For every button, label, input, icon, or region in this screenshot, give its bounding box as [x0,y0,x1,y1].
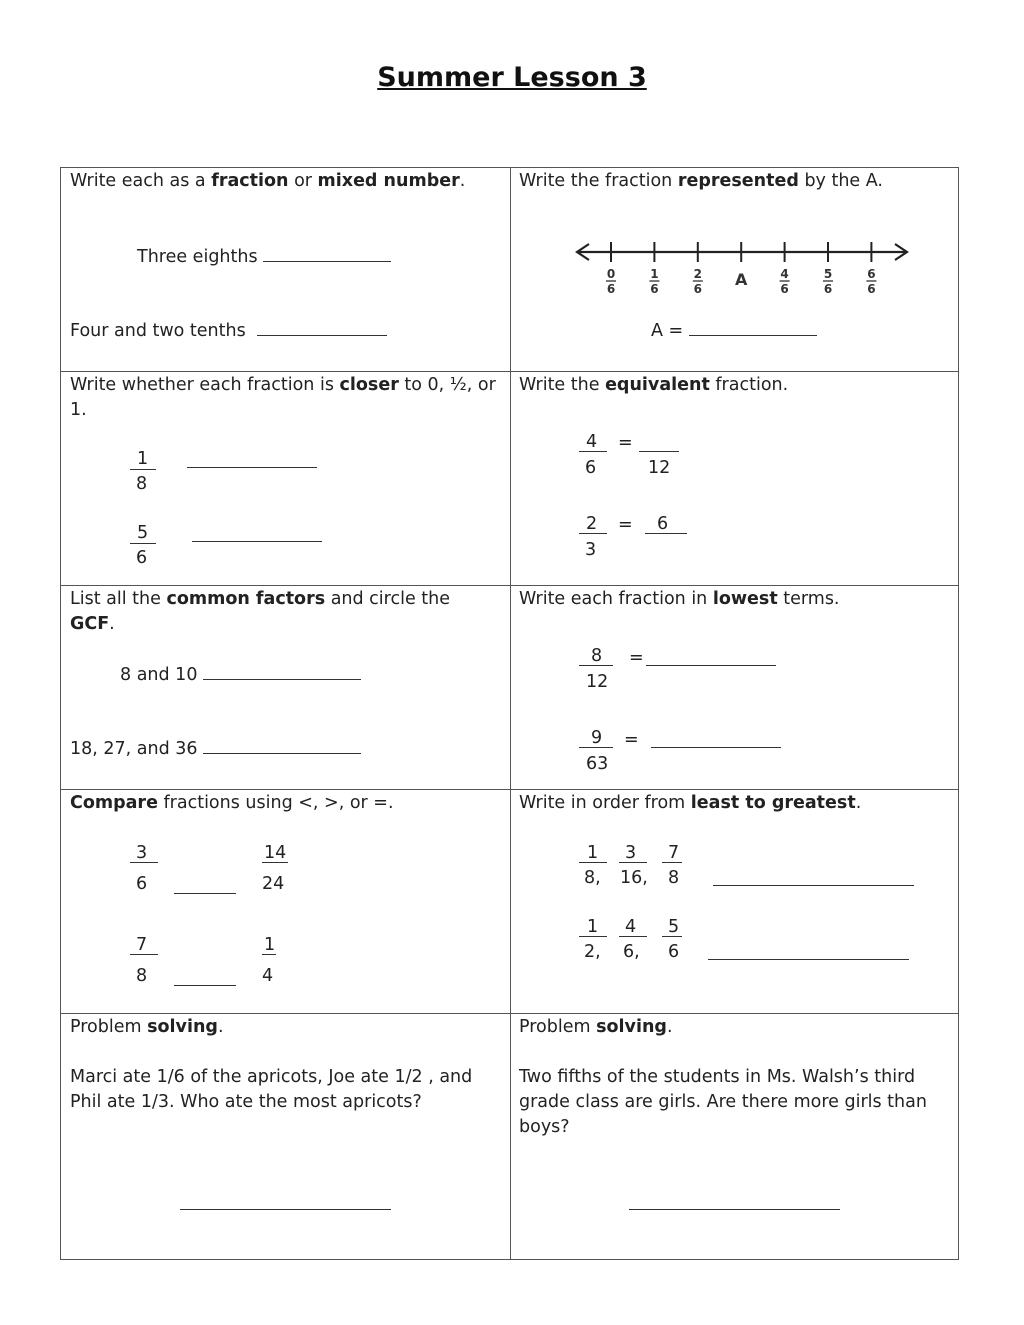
q8-denominator: 6, [623,942,640,962]
number-line-denominator: 6 [823,282,833,296]
q3-numerator: 5 [137,523,149,543]
q6-numerator: 8 [591,646,603,666]
answer-blank[interactable] [713,885,914,886]
number-line-numerator: 0 [606,267,616,281]
q7-numerator: 1 [264,935,276,955]
number-line-numerator: 2 [693,267,702,281]
number-line-numerator: 1 [650,267,659,281]
answer-blank[interactable] [192,541,322,542]
row-divider [61,585,958,586]
q7-denominator: 24 [262,874,285,894]
answer-blank[interactable] [689,317,817,336]
fraction-bar [130,862,158,863]
number-line-denominator: 6 [606,282,616,296]
q8-denominator: 2, [584,942,601,962]
q4-denominator: 12 [648,458,671,478]
q7-numerator: 7 [136,935,148,955]
fraction-bar [619,936,647,937]
answer-blank[interactable] [187,467,317,468]
fraction-bar [262,954,276,955]
number-line-point-a: A [735,270,748,289]
page-title: Summer Lesson 3 [377,62,647,93]
fraction-bar [619,862,647,863]
q3-instruction: Write whether each fraction is closer to 0, ½, or 1. [70,375,496,420]
q6-denominator: 12 [586,672,609,692]
row-divider [61,1013,958,1014]
q7-denominator: 6 [136,874,148,894]
q4-numerator: 2 [586,514,598,534]
q4-instruction: Write the equivalent fraction. [519,375,789,395]
q6-equals: = [629,648,644,668]
q9-text: Marci ate 1/6 of the apricots, Joe ate 1/2 , and Phil ate 1/3. Who ate the most apricots? [70,1067,473,1112]
fraction-bar [130,469,156,470]
q2-instruction: Write the fraction represented by the A. [519,171,883,191]
q10-text: Two fifths of the students in Ms. Walsh’s third grade class are girls. Are there more girls than boys? [519,1067,927,1137]
q8-denominator: 8 [668,868,680,888]
q8-numerator: 7 [668,843,680,863]
answer-blank[interactable] [203,735,361,754]
number-line-denominator: 6 [693,282,702,296]
q4-equals: = [618,433,633,453]
number-line-numerator: 5 [823,267,833,281]
number-line-numerator: 6 [867,267,876,281]
answer-blank[interactable] [174,985,236,986]
q8-denominator: 16, [620,868,648,888]
q2-answer: A = [651,317,817,344]
fraction-bar [579,533,607,534]
fraction-bar [130,543,156,544]
fraction-bar [579,451,607,452]
q8-numerator: 5 [668,917,680,937]
q4-numerator: 6 [657,514,669,534]
q9-instruction: Problem solving. [70,1017,224,1037]
q3-denominator: 6 [136,548,148,568]
answer-blank[interactable] [180,1209,391,1210]
q5-instruction: List all the common factors and circle the GCF. [70,589,451,634]
q7-numerator: 14 [264,843,287,863]
q4-denominator: 6 [585,458,597,478]
q4-equals: = [618,515,633,535]
q8-numerator: 1 [587,843,599,863]
fraction-bar [662,936,682,937]
q8-denominator: 6 [668,942,680,962]
fraction-bar [662,862,682,863]
answer-blank[interactable] [646,665,776,666]
q8-numerator: 3 [625,843,637,863]
answer-blank[interactable] [257,317,387,336]
q3-denominator: 8 [136,474,148,494]
answer-blank[interactable] [645,533,685,534]
number-line-numerator: 4 [780,267,789,281]
q6-numerator: 9 [591,728,603,748]
q6-denominator: 63 [586,754,609,774]
answer-blank[interactable] [174,893,236,894]
row-divider [61,371,958,372]
column-divider [510,168,511,1259]
answer-blank[interactable] [639,451,679,452]
number-line-denominator: 6 [650,282,659,296]
q4-numerator: 4 [586,432,598,452]
q7-denominator: 8 [136,966,148,986]
q8-numerator: 1 [587,917,599,937]
q5b: 18, 27, and 36 [70,735,361,762]
fraction-bar [579,862,607,863]
number-line-denominator: 6 [780,282,789,296]
q10-instruction: Problem solving. [519,1017,673,1037]
q7-numerator: 3 [136,843,148,863]
answer-blank[interactable] [263,243,391,262]
worksheet-grid [60,167,959,1260]
q1b: Four and two tenths [70,317,387,344]
q8-instruction: Write in order from least to greatest. [519,793,862,813]
q6-instruction: Write each fraction in lowest terms. [519,589,840,609]
q4-denominator: 3 [585,540,597,560]
q7-instruction: Compare fractions using <, >, or =. [70,793,394,813]
answer-blank[interactable] [651,747,781,748]
q8-numerator: 4 [625,917,637,937]
answer-blank[interactable] [708,959,909,960]
q5a: 8 and 10 [120,661,361,688]
row-divider [61,789,958,790]
number-line-denominator: 6 [867,282,876,296]
q1-instruction: Write each as a fraction or mixed number. [70,171,466,191]
fraction-bar [579,936,607,937]
q3-numerator: 1 [137,449,149,469]
q8-denominator: 8, [584,868,601,888]
fraction-bar [262,862,288,863]
answer-blank[interactable] [629,1209,840,1210]
answer-blank[interactable] [203,661,361,680]
fraction-bar [130,954,158,955]
q6-equals: = [624,730,639,750]
fraction-bar [579,665,613,666]
fraction-bar [579,747,613,748]
q7-denominator: 4 [262,966,274,986]
q1a: Three eighths [137,243,391,270]
number-line [573,238,913,300]
